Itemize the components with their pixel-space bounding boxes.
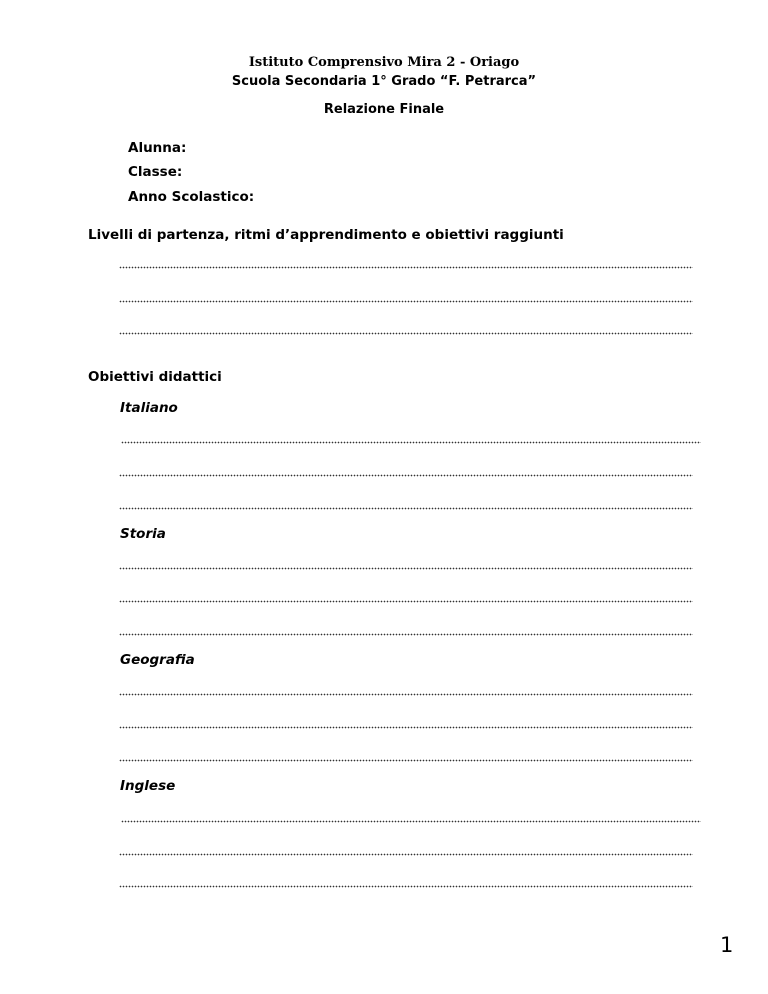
class-label: Classe: — [128, 164, 183, 180]
subject-inglese: Inglese — [120, 778, 176, 794]
school-name: Scuola Secondaria 1° Grado “F. Petrarca” — [231, 74, 537, 89]
institute-name: Istituto Comprensivo Mira 2 - Oriago — [248, 55, 520, 70]
student-label: Alunna: — [128, 140, 187, 156]
page-number: 1 — [720, 933, 734, 957]
geografia-line-3 — [119, 759, 693, 762]
inglese-line-3 — [119, 885, 693, 888]
levels-line-2 — [119, 300, 693, 303]
subject-geografia: Geografia — [120, 652, 195, 668]
storia-line-1 — [119, 567, 693, 570]
school-year-label: Anno Scolastico: — [128, 189, 255, 205]
levels-line-1 — [119, 266, 693, 269]
storia-line-2 — [119, 600, 693, 603]
objectives-heading: Obiettivi didattici — [88, 369, 222, 385]
storia-line-3 — [119, 633, 693, 636]
inglese-line-1 — [121, 820, 701, 823]
levels-heading: Livelli di partenza, ritmi d’apprendimento e obiettivi raggiunti — [88, 227, 564, 243]
subject-italiano: Italiano — [120, 400, 178, 416]
geografia-line-2 — [119, 726, 693, 729]
levels-line-3 — [119, 332, 693, 335]
subject-storia: Storia — [120, 526, 166, 542]
inglese-line-2 — [119, 853, 693, 856]
italiano-line-1 — [121, 441, 701, 444]
italiano-line-3 — [119, 507, 693, 510]
italiano-line-2 — [119, 474, 693, 477]
document-title: Relazione Finale — [323, 102, 445, 117]
geografia-line-1 — [119, 693, 693, 696]
